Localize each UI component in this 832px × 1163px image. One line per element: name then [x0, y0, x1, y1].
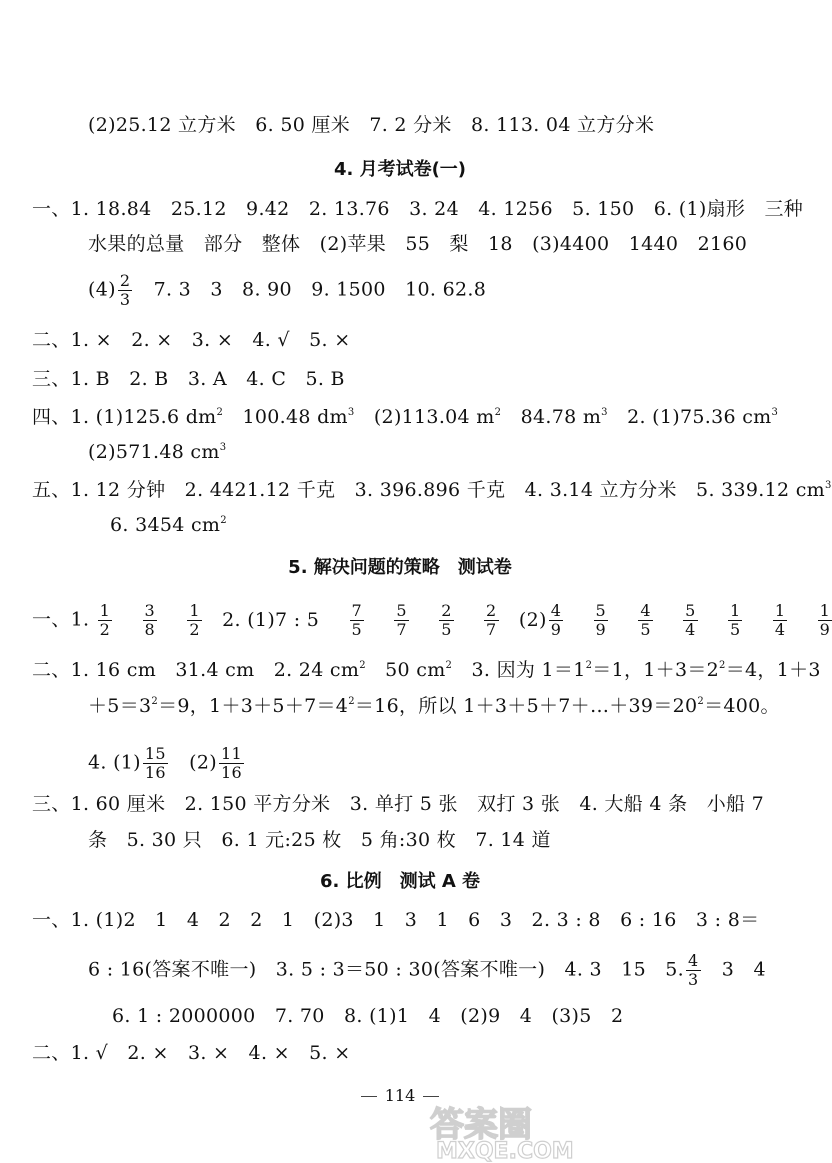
answer-line-19: 6. 1 : 2000000 7. 70 8. (1)1 4 (2)9 4 (3)5 2 [112, 1005, 624, 1027]
answer-line-18 [88, 952, 766, 989]
answer-line-12 [32, 658, 821, 682]
fraction-denominator: 7 [396, 620, 407, 639]
text-segment: 6 : 16(答案不唯一) 3. 5 : 3＝50 : 30(答案不唯一) 4. 3 15 5. [88, 958, 685, 981]
fraction-denominator: 16 [220, 763, 242, 782]
text-segment: ＋5＝3 [88, 695, 152, 717]
fraction-5-9 [594, 602, 608, 639]
fraction-numerator: 4 [688, 951, 699, 970]
fraction-group-c [547, 602, 832, 639]
section-heading-monthly-exam: 4. 月考试卷(一) [333, 159, 467, 180]
fraction-11-16 [219, 745, 244, 782]
fraction-5-7 [394, 602, 408, 639]
fraction-1-2 [98, 602, 112, 639]
answer-line-17: 一、1. (1)2 1 4 2 2 1 (2)3 1 3 1 6 3 2. 3 : 8 6 : 16 3 : 8＝ [32, 909, 760, 931]
fraction-3-8 [143, 602, 157, 639]
watermark-site: MXQE.COM [436, 1139, 574, 1163]
fraction-denominator: 9 [550, 620, 562, 639]
fraction-1-2 [187, 602, 201, 639]
text-segment: 3 4 [702, 958, 766, 981]
answer-line-13 [88, 694, 780, 718]
fraction-denominator: 3 [119, 290, 131, 309]
exponent: 3 [601, 407, 608, 418]
fraction-1-9 [818, 602, 832, 639]
fraction-denominator: 9 [819, 620, 831, 639]
text-segment: 4. (1) [88, 751, 141, 774]
text-segment: 6. 3454 cm [110, 514, 221, 536]
fraction-numerator: 1 [774, 601, 786, 620]
fraction-numerator: 1 [730, 601, 741, 620]
text-segment: 3. 因为 1＝1 [452, 659, 586, 681]
fraction-numerator: 3 [144, 601, 155, 620]
fraction-denominator: 5 [441, 620, 452, 639]
fraction-numerator: 1 [819, 601, 831, 620]
text-segment: (2) [518, 608, 547, 631]
fraction-numerator: 2 [486, 601, 497, 620]
exponent: 2 [359, 660, 366, 671]
fraction-4-3 [686, 952, 700, 989]
exponent: 2 [445, 660, 453, 671]
fraction-numerator: 7 [351, 601, 363, 620]
footer-dash-left [361, 1096, 377, 1097]
answer-line-4 [88, 272, 486, 309]
section-heading-ratio-test: 6. 比例 测试 A 卷 [319, 871, 481, 892]
section-heading-strategy-test: 5. 解决问题的策略 测试卷 [288, 557, 512, 578]
exponent: 2 [697, 696, 705, 707]
fraction-5-4 [683, 602, 697, 639]
exponent: 2 [494, 407, 502, 418]
text-segment: (2)571.48 cm [88, 441, 220, 463]
fraction-2-7 [484, 602, 498, 639]
text-segment: 四、1. (1)125.6 dm [32, 406, 217, 428]
text-segment: ＝9，1＋3＋5＋7＝4 [158, 695, 349, 717]
exponent: 3 [825, 480, 832, 491]
fraction-numerator: 5 [396, 601, 407, 620]
exponent: 2 [216, 407, 224, 418]
answer-line-1: (2)25.12 立方米 6. 50 厘米 7. 2 分米 8. 113. 04 立方分米 [88, 114, 655, 136]
fraction-numerator: 2 [441, 601, 452, 620]
fraction-numerator: 4 [640, 601, 651, 620]
fraction-group-a [96, 602, 202, 639]
text-segment: (2) [169, 751, 217, 774]
exponent: 3 [347, 407, 355, 418]
fraction-1-4 [773, 602, 787, 639]
answer-line-6: 三、1. B 2. B 3. A 4. C 5. B [32, 368, 345, 390]
fraction-numerator: 5 [685, 601, 696, 620]
text-segment: 7. 3 3 8. 90 9. 1500 10. 62.8 [134, 278, 487, 301]
fraction-7-5 [350, 602, 364, 639]
fraction-2-5 [439, 602, 453, 639]
footer-dash-right [423, 1096, 439, 1097]
answer-line-11 [32, 602, 832, 639]
fraction-denominator: 16 [144, 763, 166, 782]
exponent: 2 [585, 660, 593, 671]
answer-line-10 [110, 513, 227, 537]
text-segment: 50 cm [365, 659, 446, 681]
text-segment: ＝4，1＋3 [725, 659, 821, 681]
fraction-numerator: 2 [119, 271, 131, 290]
fraction-denominator: 5 [730, 620, 741, 639]
fraction-denominator: 9 [595, 620, 606, 639]
fraction-4-5 [638, 602, 652, 639]
exponent: 2 [220, 515, 227, 526]
fraction-denominator: 4 [685, 620, 696, 639]
text-segment: (4) [88, 278, 116, 301]
exponent: 2 [348, 696, 355, 707]
fraction-numerator: 4 [550, 601, 562, 620]
answer-line-9 [32, 478, 832, 502]
fraction-numerator: 11 [220, 744, 242, 763]
answer-line-2: 一、1. 18.84 25.12 9.42 2. 13.76 3. 24 4. 1256 5. 150 6. (1)扇形 三种 [32, 198, 804, 220]
fraction-denominator: 8 [144, 620, 155, 639]
text-segment: 2. (1)7 : 5 [222, 608, 320, 631]
answer-line-3: 水果的总量 部分 整体 (2)苹果 55 梨 18 (3)4400 1440 2160 [88, 233, 748, 255]
fraction-numerator: 1 [189, 601, 200, 620]
fraction-denominator: 4 [774, 620, 786, 639]
text-segment: 五、1. 12 分钟 2. 4421.12 千克 3. 396.896 千克 4. 3.14 立方分米 5. 339.12 cm [32, 479, 825, 501]
text-segment: ＝400。 [704, 695, 780, 717]
fraction-numerator: 1 [99, 601, 111, 620]
exponent: 2 [719, 660, 726, 671]
exponent: 3 [219, 442, 227, 453]
watermark-logo [430, 1100, 790, 1163]
text-segment: 2. (1)75.36 cm [607, 406, 772, 428]
answer-line-8 [88, 440, 226, 464]
answer-line-15: 三、1. 60 厘米 2. 150 平方分米 3. 单打 5 张 双打 3 张 4. 大船 4 条 小船 7 [32, 793, 765, 815]
fraction-4-9 [549, 602, 563, 639]
exponent: 3 [771, 407, 779, 418]
text-segment: 100.48 dm [223, 406, 348, 428]
fraction-numerator: 15 [144, 744, 166, 763]
fraction-denominator: 2 [99, 620, 111, 639]
answer-line-14 [88, 745, 246, 782]
fraction-denominator: 5 [640, 620, 651, 639]
fraction-group-b [348, 602, 499, 639]
fraction-denominator: 3 [688, 970, 699, 989]
page-footer [0, 1086, 800, 1106]
text-segment: 一、1. [32, 608, 90, 631]
answer-line-20: 二、1. √ 2. × 3. × 4. × 5. × [32, 1042, 351, 1064]
fraction-denominator: 7 [486, 620, 497, 639]
answer-line-16: 条 5. 30 只 6. 1 元:25 枚 5 角:30 枚 7. 14 道 [88, 829, 551, 851]
text-segment: 84.78 m [501, 406, 602, 428]
text-segment: ＝1，1＋3＝2 [592, 659, 720, 681]
answer-line-5: 二、1. × 2. × 3. × 4. √ 5. × [32, 329, 351, 351]
fraction-numerator: 5 [595, 601, 606, 620]
text-segment: ＝16，所以 1＋3＋5＋7＋…＋39＝20 [354, 695, 698, 717]
fraction-denominator: 2 [189, 620, 200, 639]
fraction-2-3 [118, 272, 132, 309]
text-segment: 二、1. 16 cm 31.4 cm 2. 24 cm [32, 659, 360, 681]
exponent: 2 [151, 696, 159, 707]
fraction-denominator: 5 [351, 620, 363, 639]
text-segment: (2)113.04 m [354, 406, 495, 428]
page-number: 114 [384, 1086, 416, 1105]
fraction-1-5 [728, 602, 742, 639]
answer-line-7 [32, 405, 778, 429]
fraction-15-16 [143, 745, 168, 782]
watermark-text: 答案圈 [430, 1105, 532, 1145]
